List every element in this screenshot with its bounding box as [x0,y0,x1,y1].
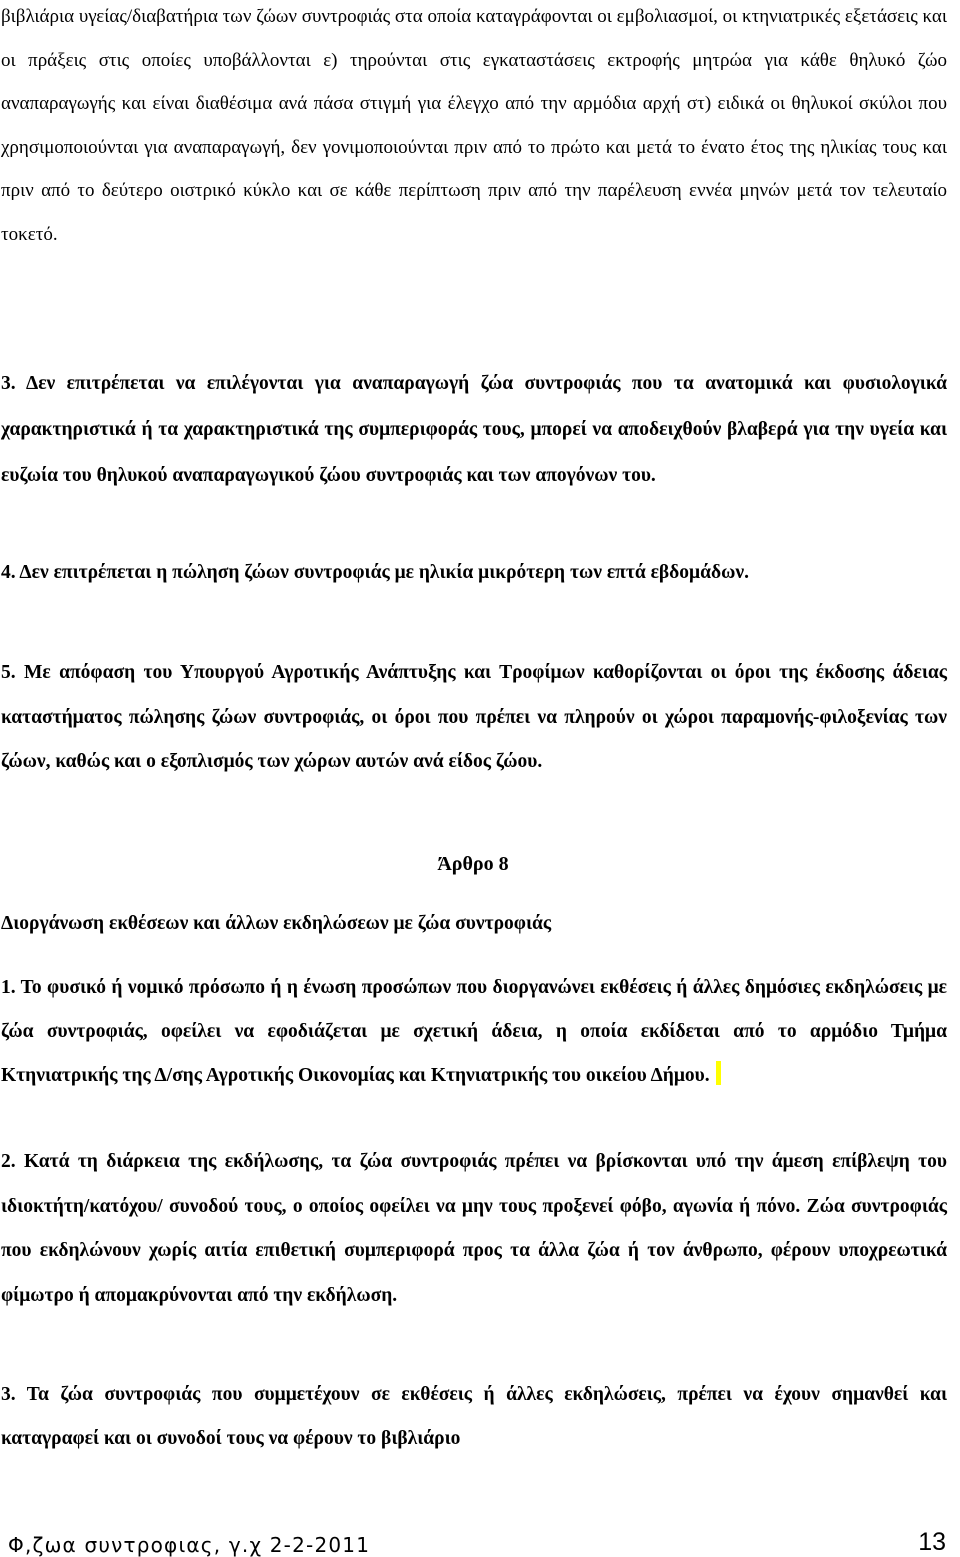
page-number: 13 [918,1528,946,1556]
paragraph-5: 5. Με απόφαση του Υπουργού Αγροτικής Ανάπτυξης και Τροφίμων καθορίζονται οι όροι της έκδοσης άδειας καταστήματος πώλησης ζώων συντροφιάς, οι όροι που πρέπει να πληρούν οι χώροι παραμονής-φιλοξενίας των ζώων, καθώς και ο εξοπλισμός των χώρων αυτών ανά είδος ζώου. [1,662,947,772]
page-footer [8,1517,946,1557]
paragraph-3: 3. Δεν επιτρέπεται να επιλέγονται για αναπαραγωγή ζώα συντροφιάς που τα ανατομικά και φυσιολογικά χαρακτηριστικά ή τα χαρακτηριστικά της συμπεριφοράς τους, μπορεί να αποδειχθούν βλαβερά για την υγεία και ευζωία του θηλυκού αναπαραγωγικού ζώου συντροφιάς και των απογόνων του. [1,373,947,486]
article-heading: Άρθρο 8 [437,853,509,875]
article8-paragraph-2: 2. Κατά τη διάρκεια της εκδήλωσης, τα ζώα συντροφιάς πρέπει να βρίσκονται υπό την άμεση επίβλεψη του ιδιοκτήτη/κατόχου/ συνοδού τους, ο οποίος οφείλει να μην τους προξενεί φόβο, αγωνία ή πόνο. Ζώα συντροφιάς που εκδηλώνουν χωρίς αιτία επιθετική συμπεριφορά προς τα άλλα ζώα ή τον άνθρωπο, φέρουν υποχρεωτικά φίμωτρο ή απομακρύνονται από την εκδήλωση. [1,1151,947,1306]
footer-text: Φ,ζωα συντροφιας, γ.χ 2-2-2011 [8,1533,371,1557]
intro-paragraph: βιβλιάρια υγείας/διαβατήρια των ζώων συντροφιάς στα οποία καταγράφονται οι εμβολιασμοί, οι κτηνιατρικές εξετάσεις και οι πράξεις στις οποίες υποβάλλονται ε) τηρούνται στις εγκαταστάσεις εκτροφής μητρώα για κάθε θηλυκό ζώο αναπαραγωγής και είναι διαθέσιμα ανά πάσα στιγμή για έλεγχο από την αρμόδια αρχή στ) ειδικά οι θηλυκοί σκύλοι που χρησιμοποιούνται για αναπαραγωγή, δεν γονιμοποιούνται πριν από το πρώτο και μετά το ένατο έτος της ηλικίας τους και πριν από το δεύτερο οιστρικό κύκλο και σε κάθε περίπτωση πριν από την παρέλευση εννέα μηνών μετά τον τελευταίο τοκετό. [1,6,947,245]
article8-paragraph-1 [1,966,947,1098]
article8-paragraph-3: 3. Τα ζώα συντροφιάς που συμμετέχουν σε εκθέσεις ή άλλες εκδηλώσεις, πρέπει να έχουν σημανθεί και καταγραφεί και οι συνοδοί τους να φέρουν το βιβλιάριο [1,1384,947,1449]
paragraph-4: 4. Δεν επιτρέπεται η πώληση ζώων συντροφιάς με ηλικία μικρότερη των επτά εβδομάδων. [1,562,749,583]
article8-paragraph-1-text: 1. Το φυσικό ή νομικό πρόσωπο ή η ένωση προσώπων που διοργανώνει εκθέσεις ή άλλες δημόσιες εκδηλώσεις με ζώα συντροφιάς, οφείλει να εφοδιάζεται με σχετική άδεια, η οποία εκδίδεται από το αρμόδιο Τμήμα Κτηνιατρικής της Δ/σης Αγροτικής Οικονομίας και Κτηνιατρικής του οικείου Δήμου. [1,977,947,1086]
article-subheading: Διοργάνωση εκθέσεων και άλλων εκδηλώσεων με ζώα συντροφιάς [1,913,552,934]
highlight-marker [716,1061,721,1085]
